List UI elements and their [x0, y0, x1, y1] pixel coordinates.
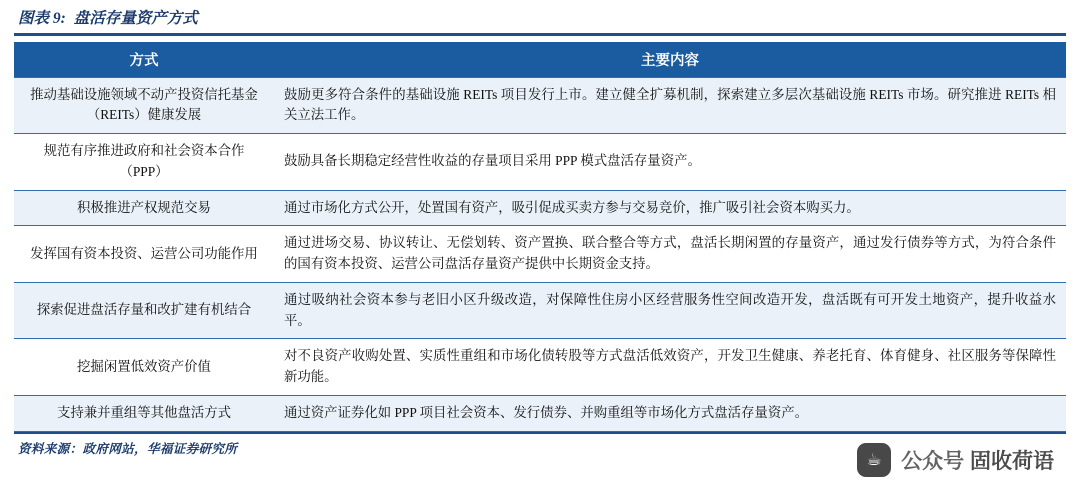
cell-content: 通过进场交易、协议转让、无偿划转、资产置换、联合整合等方式，盘活长期闲置的存量资产，通过发行债券等方式，为符合条件的国有资本投资、运营公司盘活存量资产提供中长期资金支持。 [274, 226, 1066, 283]
cell-method: 规范有序推进政府和社会资本合作（PPP） [14, 134, 274, 191]
asset-revitalization-table [14, 42, 1066, 432]
table-header [14, 42, 1066, 78]
cell-content: 通过市场化方式公开，处置国有资产，吸引促成买卖方参与交易竞价，推广吸引社会资本购买力。 [274, 190, 1066, 226]
coffee-cup-icon: ☕ [857, 443, 891, 477]
cell-method: 积极推进产权规范交易 [14, 190, 274, 226]
cell-content: 鼓励更多符合条件的基础设施 REITs 项目发行上市。建立健全扩募机制，探索建立多层次基础设施 REITs 市场。研究推进 REITs 相关立法工作。 [274, 77, 1066, 134]
watermark-name: 固收荷语 [970, 450, 1054, 473]
cell-content: 鼓励具备长期稳定经营性收益的存量项目采用 PPP 模式盘活存量资产。 [274, 134, 1066, 191]
page-title: 盘活存量资产方式 [73, 10, 198, 27]
table-row [14, 190, 1066, 226]
cell-method: 挖掘闲置低效资产价值 [14, 339, 274, 396]
cell-content: 对不良资产收购处置、实质性重组和市场化债转股等方式盘活低效资产，开发卫生健康、养老托育、体育健身、社区服务等保障性新功能。 [274, 339, 1066, 396]
cell-method: 推动基础设施领域不动产投资信托基金（REITs）健康发展 [14, 77, 274, 134]
table-row [14, 134, 1066, 191]
table-row [14, 77, 1066, 134]
figure-label: 图表 9: [18, 10, 66, 27]
column-header-method: 方式 [14, 42, 274, 78]
table-row [14, 395, 1066, 431]
column-header-content: 主要内容 [274, 42, 1066, 78]
cell-method: 发挥国有资本投资、运营公司功能作用 [14, 226, 274, 283]
watermark-prefix: 公众号 [901, 450, 970, 473]
table-header-row [14, 42, 1066, 78]
table-row [14, 226, 1066, 283]
figure-title-row [14, 0, 1066, 33]
table-body [14, 77, 1066, 431]
cell-method: 探索促进盘活存量和改扩建有机结合 [14, 282, 274, 339]
cell-content: 通过吸纳社会资本参与老旧小区升级改造，对保障性住房小区经营服务性空间改造开发，盘活既有可开发土地资产，提升收益水平。 [274, 282, 1066, 339]
table-row [14, 282, 1066, 339]
table-row [14, 339, 1066, 396]
cell-content: 通过资产证券化如 PPP 项目社会资本、发行债券、并购重组等市场化方式盘活存量资产。 [274, 395, 1066, 431]
title-divider [14, 33, 1066, 36]
cell-method: 支持兼并重组等其他盘活方式 [14, 395, 274, 431]
source-note: 资料来源：政府网站，华福证券研究所 [18, 442, 238, 457]
